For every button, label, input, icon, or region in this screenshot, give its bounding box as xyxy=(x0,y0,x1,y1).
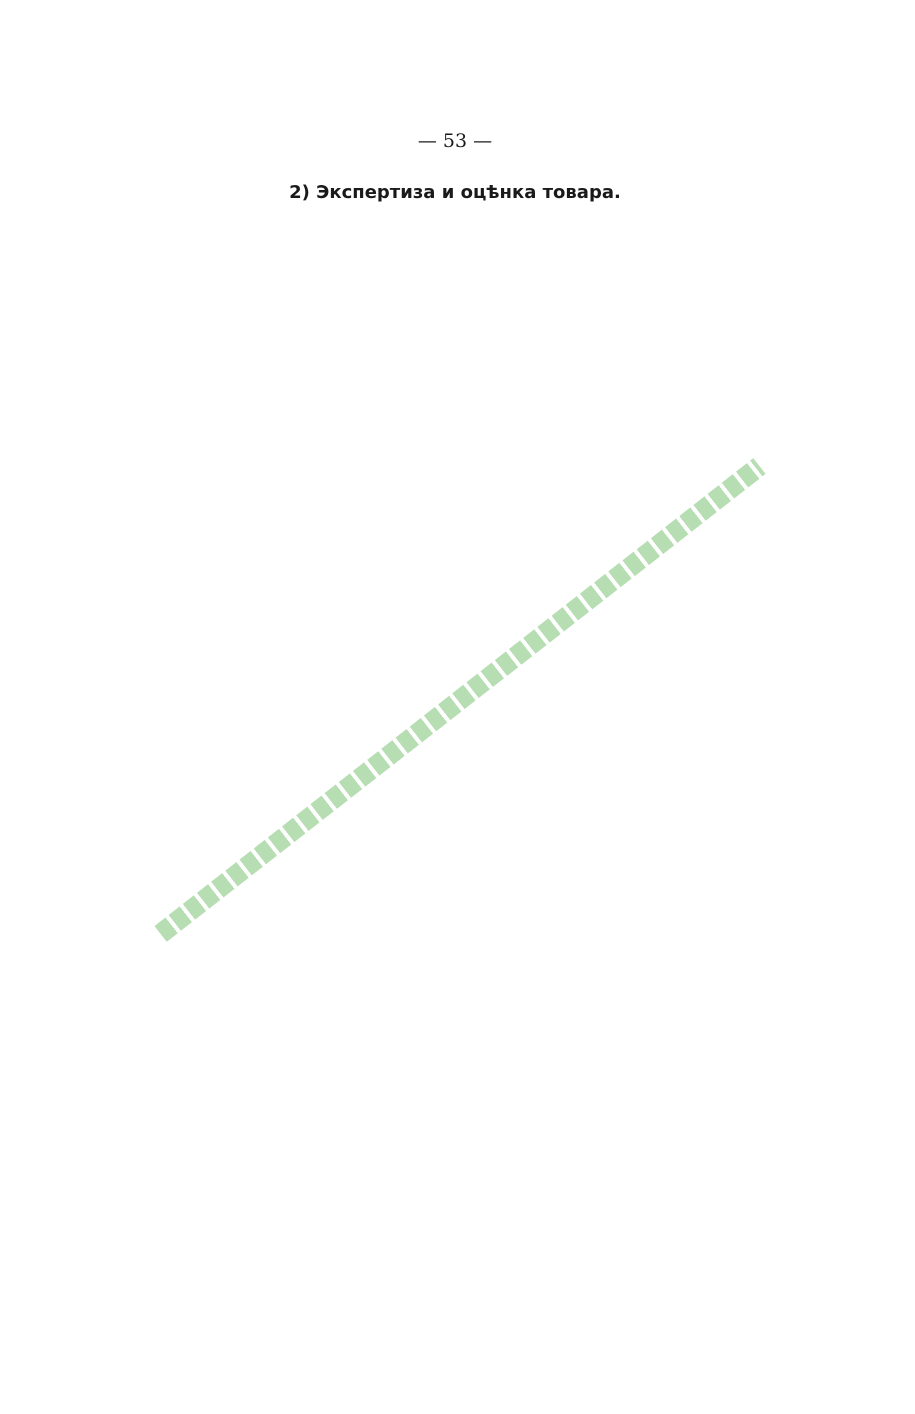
diagonal-watermark xyxy=(154,458,765,942)
document-page xyxy=(130,130,780,227)
page-number: — 53 — xyxy=(417,130,493,152)
section-heading: 2) Экспертиза и оцѣнка товара. xyxy=(289,182,621,203)
